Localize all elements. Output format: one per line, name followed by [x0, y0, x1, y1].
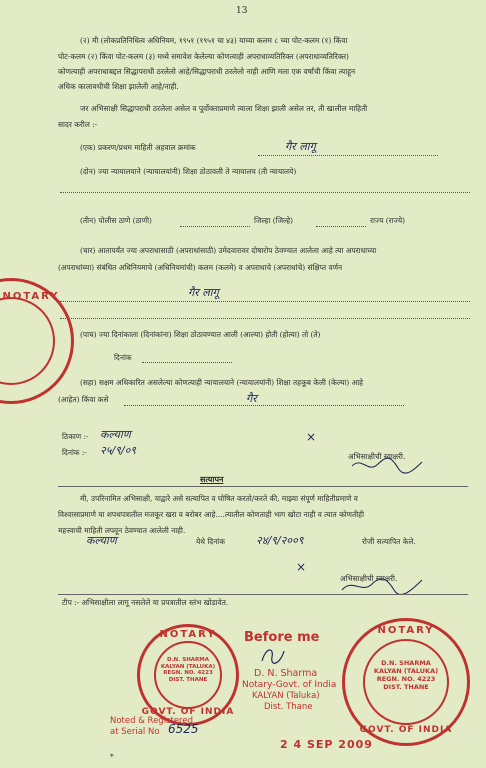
item6-value: गैर [246, 392, 257, 405]
registered-note-line-2: at Serial No [110, 727, 160, 737]
item2-label: (दोन) ज्या न्यायालयाने (न्यायालयांनी) शिक्षा ठोठावली ते न्यायालय (ती न्यायालये) [80, 167, 297, 176]
item2-blank [60, 192, 470, 193]
notary-stamp-right [342, 618, 470, 746]
para1-line-3: कोणत्याही अपराधाबद्दल सिद्धापराधी ठरलेलो आहे/सिद्धापराधी ठरलेलो नाही आणि मला एक वर्षांची किंवा त्याहून [58, 67, 356, 76]
deponent-signature-1 [348, 452, 428, 476]
before-me: Before me [244, 630, 320, 645]
item3-state: राज्य (राज्ये) [370, 216, 406, 225]
notary-title: Notary-Govt. of India [242, 680, 337, 690]
item5-blank [142, 362, 232, 363]
verification-rule [58, 486, 468, 487]
para1-line-1: (२) मी (लोकप्रतिनिधित्व अधिनियम, १९५१ (१९५१ चा ४३) याच्या कलम ८ च्या पोट-कलम (१) किंवा [80, 36, 348, 45]
date-label: दिनांक :- [62, 448, 87, 457]
deponent-label-1: अभिसाक्षीची स्वाक्षरी. [348, 452, 406, 461]
stamp-left-label: NOTARY [2, 291, 60, 302]
item4-blank-2 [60, 318, 470, 319]
date-value: २५/९/०९ [100, 444, 137, 457]
item4-line-2: (अपराधांच्या) संबंधित अधिनियमाचे (अधिनियमांची) कलम (कलमे) व अपराधाचे (अपराधांचे) संक्षिप्त वर्णन [58, 263, 343, 272]
para2-line-2: सादर करील :- [58, 120, 98, 129]
item1-value: गैर लागू [285, 140, 316, 153]
date-stamp: 2 4 SEP 2009 [280, 738, 373, 751]
notary-signature [258, 645, 288, 667]
item3-blank-2 [316, 226, 366, 227]
verification-suffix: रोजी सत्यापित केले. [362, 537, 416, 546]
para1-line-2: पोट-कलम (२) किंवा पोट-कलम (३) मध्ये समावेश केलेल्या कोणत्याही अपराधाव्यतिरिक्त (अपराधाव्यतिरिक्त) [58, 52, 349, 61]
stamp-right-inner: D.N. SHARMA KALYAN (TALUKA) REGN. NO. 4223 DIST. THANE [373, 659, 439, 691]
verification-title: सत्यापन [200, 474, 224, 484]
page-number: 13 [236, 6, 248, 16]
item1-blank [258, 155, 438, 156]
place-label: ठिकाण :- [62, 432, 89, 441]
verification-line-2: विश्वासाप्रमाणे या शपथपत्रातील मजकूर खरा व बरोबर आहे....त्यातील कोणताही भाग खोटा नाही व त्यात कोणतीही [58, 510, 364, 519]
verification-line-1: मी, उपरिनामित अभिसाक्षी, याद्वारे असे सत्यापित व घोषित करतो/करते की, माझ्या संपूर्ण माहितीप्रमाणे व [80, 494, 358, 503]
verification-line-3: महत्त्वाची माहिती लपवून ठेवण्यात आलेली नाही. [58, 526, 186, 535]
item1-label: (एक) प्रकरण/प्रथम माहिती अहवाल क्रमांक [80, 143, 196, 152]
stamp-right-top: NOTARY [377, 625, 435, 636]
place-value: कल्याण [100, 428, 131, 441]
notary-name: D. N. Sharma [254, 668, 318, 679]
item6-line-1: (सहा) सक्षम अधिकारित असलेल्या कोणत्याही न्यायालयाने (न्यायालयांनी) शिक्षा तहकूब केली (केल्या) आहे [80, 378, 364, 387]
footnote-rule [58, 594, 468, 595]
item6-blank [124, 405, 404, 406]
para2-line-1: जर अभिसाक्षी सिद्धापराधी ठरलेला असेल व पूर्वोक्ताप्रमाणे त्याला शिक्षा झाली असेल तर, ती खालील माहिती [80, 104, 368, 113]
item6-line-2: (आहेत) किंवा कसे [58, 395, 109, 404]
stamp-center-top: NOTARY [159, 629, 217, 640]
verification-date: २४/९/२००९ [256, 534, 304, 547]
stamp-center-inner: D.N. SHARMA KALYAN (TALUKA) REGN. NO. 4223 DIST. THANE [160, 657, 216, 683]
item4-blank-1 [60, 301, 470, 302]
item3-police: (तीन) पोलीस ठाणे (ठाणी) [80, 216, 152, 225]
item4-line-1: (चार) आतापर्यंत ज्या अपराधासाठी (अपराधांसाठी) उमेदवारावर दोषारोप ठेवण्यात आलेला आहे त्या अपराधाच्या [80, 246, 377, 255]
deponent-label-2: अभिसाक्षीची स्वाक्षरी. [340, 574, 398, 583]
item5-date-label: दिनांक [114, 353, 132, 362]
verification-date-label: येथे दिनांक [196, 537, 225, 546]
stamp-center-bottom: GOVT. OF INDIA [141, 707, 235, 717]
verification-place: कल्याण [86, 534, 117, 547]
registered-note-line-1: Noted & Registered [110, 716, 193, 726]
notary-stamp-center [137, 624, 239, 726]
footnote: टीप :- अभिसाक्षीला लागू नसलेले या प्रपत्रातील स्तंभ खोडावेत. [62, 598, 229, 607]
notary-stamp-left [0, 278, 74, 404]
para1-line-4: अधिक कालावधीची शिक्षा झालेली आहे/नाही. [58, 82, 179, 91]
item3-district: जिल्हा (जिल्हे) [254, 216, 294, 225]
cross-mark-2: × [296, 560, 307, 574]
stamp-right-bottom: GOVT. OF INDIA [359, 725, 453, 735]
serial-number: 6525 [168, 722, 199, 736]
item3-blank-1 [180, 226, 250, 227]
bottom-mark: * [110, 752, 114, 761]
notary-dist: Dist. Thane [264, 702, 313, 712]
cross-mark: × [306, 430, 317, 444]
item5-label: (पाच) ज्या दिनांकाला (दिनांकांना) शिक्षा ठोठावण्यात आली (आल्या) होती (होत्या) तो (ते) [80, 330, 321, 339]
item4-value: गैर लागू [188, 286, 219, 299]
notary-place: KALYAN (Taluka) [252, 691, 320, 701]
